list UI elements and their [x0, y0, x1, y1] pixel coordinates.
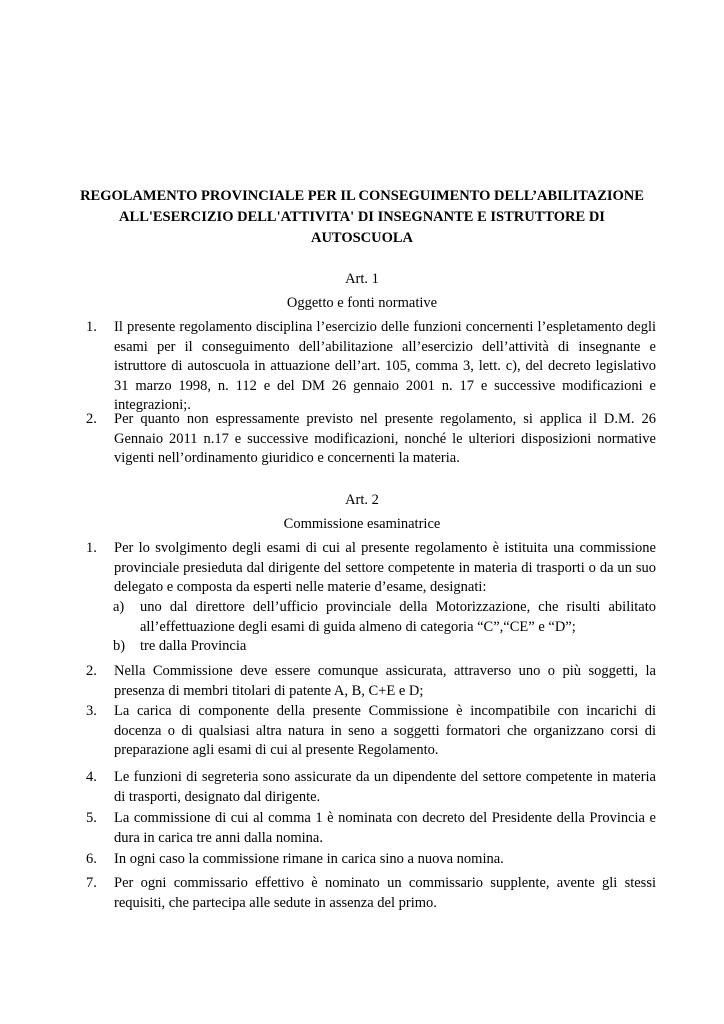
item-text: La carica di componente della presente Commissione è incompatibile con incarichi di docenza o di qualsiasi altra natura in seno a soggetti formatori che organizzano corsi di preparazione agli esami di cui al presente Regolamento.: [114, 703, 656, 758]
art2-item-2: [86, 662, 656, 701]
item-text: Il presente regolamento disciplina l’esercizio delle funzioni concernenti l’espletamento degli esami per il conseguimento dell’abilitazione all’esercizio dell’attività di insegnante e istruttore di autoscuola in attuazione dell’art. 105, comma 3, lett. c), del decreto legislativo 31 marzo 1998, n. 112 e del DM 26 gennaio 2001 n. 17 e successive modificazioni e integrazioni;.: [114, 319, 656, 413]
subitem-text: tre dalla Provincia: [140, 638, 247, 654]
art2-heading: Art. 2: [345, 492, 379, 508]
item-number: 1.: [86, 540, 97, 556]
item-text: Per ogni commissario effettivo è nominato un commissario supplente, avente gli stessi requisiti, che partecipa alle sedute in assenza del primo.: [114, 875, 656, 911]
art2-subitem-a: [113, 598, 656, 637]
art2-item-6: [86, 850, 656, 870]
item-number: 3.: [86, 703, 97, 719]
art2-subheading: Commissione esaminatrice: [283, 516, 441, 532]
art2-item-3: [86, 702, 656, 761]
art2-item-1: [86, 539, 656, 598]
item-text: Le funzioni di segreteria sono assicurate da un dipendente del settore competente in materia di trasporti, designato dal dirigente.: [114, 769, 656, 805]
item-text: Per quanto non espressamente previsto nel presente regolamento, si applica il D.M. 26 Gennaio 2011 n.17 e successive modificazioni, nonché le ulteriori disposizioni normative vigenti nell’ordinamento giuridico e concernenti la materia.: [114, 411, 656, 466]
art1-subheading: Oggetto e fonti normative: [286, 295, 438, 311]
subitem-text: uno dal direttore dell’ufficio provinciale della Motorizzazione, che risulti abilitato all’effettuazione degli esami di guida almeno di categoria “C”,“CE” e “D”;: [140, 599, 656, 635]
art2-subitem-b: [113, 637, 656, 657]
document-title: [68, 186, 656, 249]
art1-item-2: [86, 410, 656, 469]
item-number: 7.: [86, 875, 97, 891]
art1-item-1: [86, 318, 656, 416]
art2-item-4: [86, 768, 656, 807]
subitem-letter: a): [113, 599, 125, 615]
item-number: 5.: [86, 810, 97, 826]
item-number: 4.: [86, 769, 97, 785]
item-number: 2.: [86, 663, 97, 679]
title-line-1: REGOLAMENTO PROVINCIALE PER IL CONSEGUIMENTO DELL’ABILITAZIONE: [80, 188, 644, 204]
title-line-2: ALL'ESERCIZIO DELL'ATTIVITA' DI INSEGNANTE E ISTRUTTORE DI: [119, 209, 605, 225]
title-line-3: AUTOSCUOLA: [310, 230, 414, 246]
art2-item-7: [86, 874, 656, 913]
subitem-letter: b): [113, 638, 126, 654]
item-number: 6.: [86, 851, 97, 867]
item-text: Per lo svolgimento degli esami di cui al presente regolamento è istituita una commissione provinciale presieduta dal dirigente del settore competente in materia di trasporti o da un suo delegato e composta da esperti nelle materie d’esame, designati:: [114, 540, 656, 595]
art2-item-5: [86, 809, 656, 848]
item-text: La commissione di cui al comma 1 è nominata con decreto del Presidente della Provincia e dura in carica tre anni dalla nomina.: [114, 810, 656, 846]
item-text: In ogni caso la commissione rimane in carica sino a nuova nomina.: [114, 851, 504, 867]
art1-heading: Art. 1: [345, 271, 379, 287]
item-number: 1.: [86, 319, 97, 335]
item-number: 2.: [86, 411, 97, 427]
item-text: Nella Commissione deve essere comunque assicurata, attraverso uno o più soggetti, la presenza di membri titolari di patente A, B, C+E e D;: [114, 663, 656, 699]
